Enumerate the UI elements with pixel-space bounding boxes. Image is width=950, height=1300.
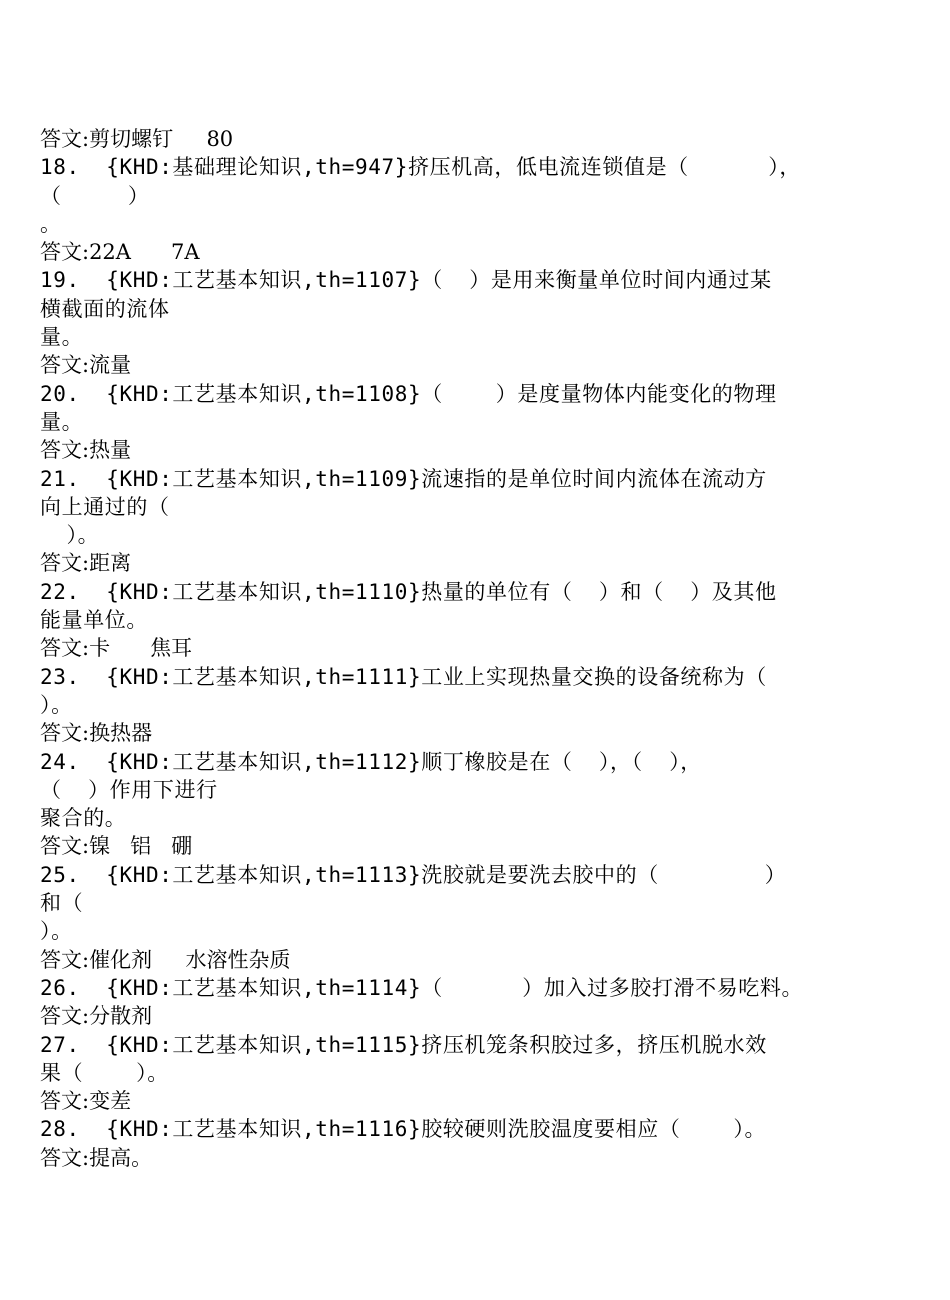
answer-line: 答文:换热器 [40,721,153,746]
question-line: （ ） [40,183,150,208]
question-line: 20. {KHD:工艺基本知识,th=1108}（ ）是度量物体内能变化的物理 [40,381,777,406]
answer-line: 答文:镍 铝 硼 [40,834,193,859]
answer-line: 答文:流量 [40,353,132,378]
question-line: 24. {KHD:工艺基本知识,th=1112}顺丁橡胶是在（ ），（ ）， [40,749,702,774]
question-line: 27. {KHD:工艺基本知识,th=1115}挤压机笼条积胶过多，挤压机脱水效 [40,1032,767,1057]
answer-line: 答文:分散剂 [40,1004,153,1029]
answer-line: 答文:22A 7A [40,240,200,265]
question-line: 果（ ）。 [40,1060,169,1085]
answer-line: 答文:提高。 [40,1145,153,1170]
question-line: 19. {KHD:工艺基本知识,th=1107}（ ）是用来衡量单位时间内通过某 [40,268,772,293]
answer-line: 答文:距离 [40,551,132,576]
answer-line: 答文:剪切螺钉 80 [40,127,234,151]
question-line: 28. {KHD:工艺基本知识,th=1116}胶较硬则洗胶温度要相应（ ）。 [40,1117,767,1142]
answer-line: 答文:卡 焦耳 [40,636,193,661]
question-line: 能量单位。 [40,608,148,633]
question-line: 22. {KHD:工艺基本知识,th=1110}热量的单位有（ ）和（ ）及其他 [40,579,777,604]
question-line: 21. {KHD:工艺基本知识,th=1109}流速指的是单位时间内流体在流动方 [40,466,767,491]
question-line: ）。 [40,919,73,944]
question-line: 和（ [40,891,84,916]
question-line: 25. {KHD:工艺基本知识,th=1113}洗胶就是要洗去胶中的（ ） [40,862,787,887]
answer-line: 答文:热量 [40,438,132,463]
answer-line: 答文:变差 [40,1089,132,1114]
question-line: 量。 [40,325,84,350]
question-line: 18. {KHD:基础理论知识,th=947}挤压机高，低电流连锁值是（ ）， [40,155,801,180]
question-line: 横截面的流体 [40,296,170,321]
document-page [40,125,910,1172]
question-line: 26. {KHD:工艺基本知识,th=1114}（ ）加入过多胶打滑不易吃料。 [40,975,804,1000]
question-line: 聚合的。 [40,806,127,831]
question-line: 向上通过的（ [40,494,170,519]
question-line: 。 [40,211,62,236]
question-line: （ ）作用下进行 [40,777,218,802]
answer-line: 答文:催化剂 水溶性杂质 [40,947,291,972]
question-line: ）。 [40,523,100,548]
question-line: 23. {KHD:工艺基本知识,th=1111}工业上实现热量交换的设备统称为（ [40,664,767,689]
question-line: 量。 [40,409,84,434]
question-line: ）。 [40,692,73,717]
